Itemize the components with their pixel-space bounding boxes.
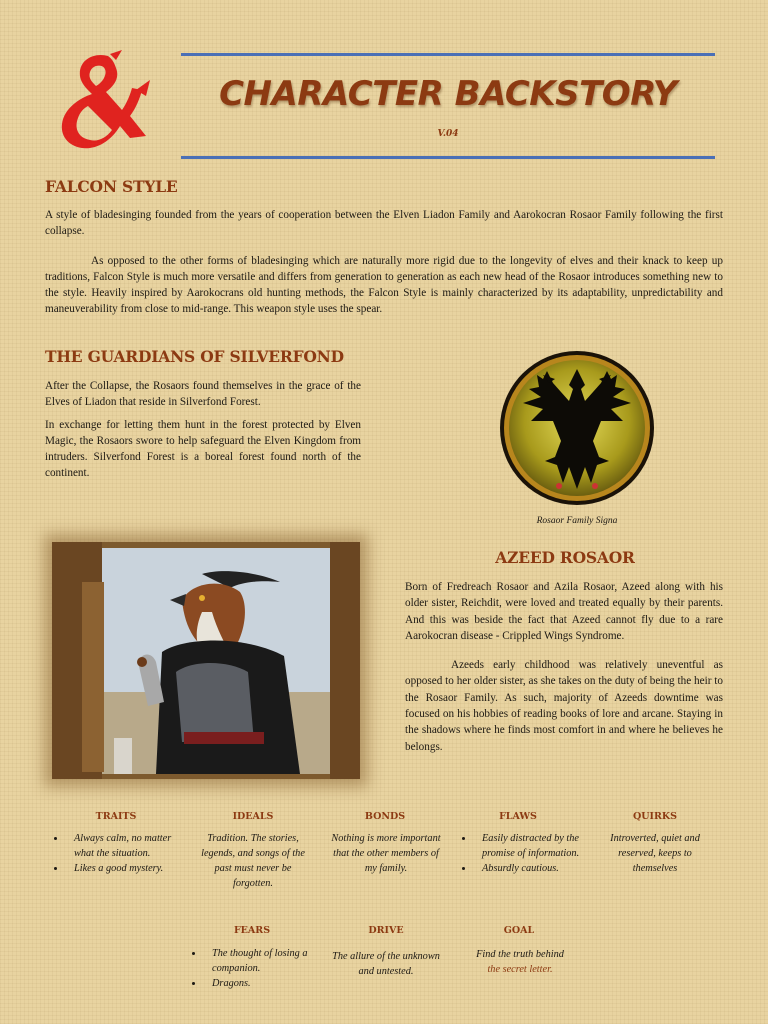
falcon-style-p1: A style of bladesinging founded from the years of cooperation between the Elven Liadon Family and Aarokocran Rosaor Family following the first collapse. [45, 209, 723, 238]
guardians-p1: After the Collapse, the Rosaors found themselves in the grace of the Elves of Liadon that reside in Silverfond Forest. [45, 380, 361, 409]
ampersand-dragon-icon [50, 50, 154, 152]
falcon-style-p2: As opposed to the other forms of bladesinging which are naturally more rigid due to the longevity of elves and their knack to keep up traditions, Falcon Style is much more versatile and differs from generation to generation as each new head of the Rosaor introduces something new to the style. Heavily inspired by Aarokocrans old hunting methods, the Falcon Style is mainly characterized by its adaptability, unpredictability and maneuverability from close to mid-range. This weapon style uses the spear. [45, 254, 723, 316]
guardians-section [45, 378, 361, 482]
azeed-section [405, 579, 723, 755]
drive-text: The allure of the unknown and untested. [332, 951, 440, 977]
dnd-logo [50, 50, 154, 152]
goal-heading: GOAL [503, 925, 535, 936]
azeed-heading: AZEED ROSAOR [495, 548, 635, 567]
goal-text-a: Find the truth behind [476, 949, 564, 960]
guardians-p2: In exchange for letting them hunt in the forest protected by Elven Magic, the Rosaors swore to help safeguard the Elven Kingdom from intruders. Silverfond Forest is a boreal forest found north of the continent. [45, 418, 361, 480]
traits-list-block [44, 831, 184, 876]
header-top-rule [181, 53, 715, 56]
version-label: V.04 [437, 129, 459, 139]
drive-heading: DRIVE [368, 925, 404, 936]
ideals-text: Tradition. The stories, legends, and songs of the past must never be forgotten. [201, 833, 305, 889]
ideals-heading: IDEALS [232, 811, 274, 822]
flaws-list [452, 831, 584, 876]
quirks-text: Introverted, quiet and reserved, keeps to themselves [610, 833, 700, 874]
traits-list [44, 831, 184, 876]
fears-list [182, 946, 318, 991]
flaws-heading: FLAWS [499, 811, 537, 822]
falcon-style-heading: FALCON STYLE [45, 177, 178, 196]
bonds-text: Nothing is more important that the other members of my family. [331, 833, 441, 874]
guardians-heading: THE GUARDIANS OF SILVERFOND [45, 347, 344, 366]
fears-heading: FEARS [233, 925, 271, 936]
falcon-style-section [45, 207, 723, 318]
header-bottom-rule [181, 156, 715, 159]
double-headed-eagle-icon [499, 349, 655, 507]
signa-caption: Rosaor Family Signa [536, 516, 618, 526]
flaws-list-block [452, 831, 584, 876]
bonds-heading: BONDS [364, 811, 406, 822]
traits-heading: TRAITS [95, 811, 137, 822]
azeed-p1: Born of Fredreach Rosaor and Azila Rosaor, Azeed along with his older sister, Reichdit, were loved and treated equally by their parents. And this was beside the fact that Azeed cannot fly due to a rare Aarokocran disease - Crippled Wings Syndrome. [405, 581, 723, 642]
page-title: CHARACTER BACKSTORY [219, 74, 677, 114]
list-item: • Dragons. [204, 976, 318, 991]
goal-text-b: the secret letter. [487, 964, 553, 975]
list-item: • Likes a good mystery. [66, 861, 184, 876]
character-portrait [52, 542, 360, 779]
goal-block [460, 947, 580, 977]
family-signa [499, 349, 655, 507]
list-item: • Always calm, no matter what the situation. [66, 831, 184, 861]
list-item: • The thought of losing a companion. [204, 946, 318, 976]
quirks-heading: QUIRKS [632, 811, 678, 822]
aarakocra-portrait-icon [52, 542, 360, 779]
azeed-p2: Azeeds early childhood was relatively uneventful as opposed to her older sister, as she takes on the duty of being the heir to the Rosaor Family. As such, majority of Azeeds downtime was focused on his hobbies of reading books of lore and arcane. Staying in the shadows where he finds most comfort in and where he believes he belongs. [405, 659, 723, 753]
list-item: • Absurdly cautious. [474, 861, 584, 876]
fears-list-block [182, 946, 318, 991]
list-item: • Easily distracted by the promise of information. [474, 831, 584, 861]
